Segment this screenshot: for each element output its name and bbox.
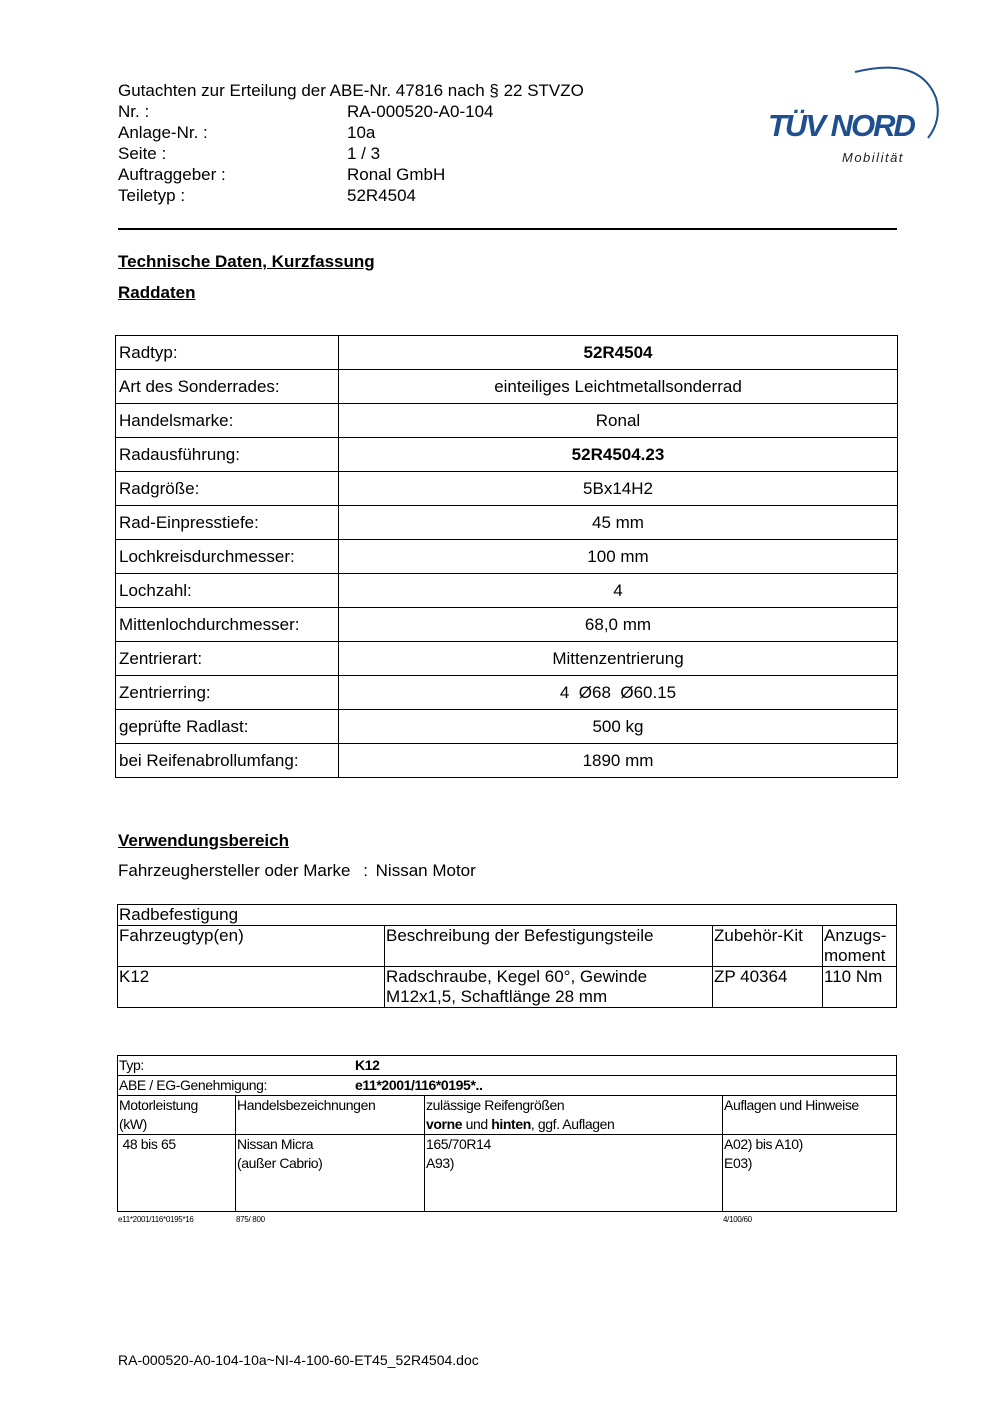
header-divider <box>118 228 897 230</box>
logo-subtitle: Mobilität <box>842 150 904 165</box>
row-value: 4 Ø68 Ø60.15 <box>339 676 898 710</box>
row-label: Rad-Einpresstiefe: <box>116 506 339 540</box>
row-value: einteiliges Leichtmetallsonderrad <box>339 370 898 404</box>
row-value: 68,0 mm <box>339 608 898 642</box>
row-label: Zentrierart: <box>116 642 339 676</box>
column-header: Motorleistung (kW) <box>118 1096 236 1135</box>
row-value: 52R4504.23 <box>339 438 898 472</box>
typ-label: Typ: <box>119 1057 144 1073</box>
row-label: Radtyp: <box>116 336 339 370</box>
table-row <box>116 642 898 676</box>
header-value: 1 / 3 <box>347 144 381 163</box>
table-row <box>116 574 898 608</box>
header-row <box>118 122 584 143</box>
header-label: Seite : <box>118 144 167 163</box>
typ-table <box>117 1055 897 1212</box>
column-header <box>425 1096 723 1135</box>
header-row <box>118 185 584 206</box>
manufacturer-separator: : <box>363 861 368 880</box>
header-row <box>118 164 584 185</box>
row-value: 5Bx14H2 <box>339 472 898 506</box>
table-title-row <box>118 905 897 926</box>
column-header: Zubehör-Kit <box>713 926 823 967</box>
table-row <box>116 744 898 778</box>
column-header: Auflagen und Hinweise <box>723 1096 897 1135</box>
typ-cell <box>118 1056 897 1076</box>
header-text: , ggf. Auflagen <box>530 1116 615 1132</box>
table-row <box>118 967 897 1008</box>
header-row <box>118 143 584 164</box>
table-row <box>116 370 898 404</box>
table-row <box>116 676 898 710</box>
table-row <box>116 506 898 540</box>
row-value: Ronal <box>339 404 898 438</box>
row-label: Radgröße: <box>116 472 339 506</box>
header-label: Anlage-Nr. : <box>118 123 208 142</box>
table-cell: Radschraube, Kegel 60°, Gewinde M12x1,5, Schaftlänge 28 mm <box>385 967 713 1008</box>
footnote: 875/ 800 <box>236 1215 265 1224</box>
column-header: Fahrzeugtyp(en) <box>118 926 385 967</box>
abe-cell <box>118 1076 897 1096</box>
header-bold: hinten <box>491 1116 531 1132</box>
table-row <box>118 1135 897 1212</box>
table-row <box>116 404 898 438</box>
manufacturer-label: Fahrzeughersteller oder Marke <box>118 861 351 880</box>
header-line <box>426 1115 722 1134</box>
header-title: Gutachten zur Erteilung der ABE-Nr. 47816 nach § 22 STVZO <box>118 81 584 100</box>
raddaten-title: Raddaten <box>118 283 196 302</box>
row-value: 1890 mm <box>339 744 898 778</box>
table-row <box>116 472 898 506</box>
abe-row <box>118 1076 897 1096</box>
header-value: RA-000520-A0-104 <box>347 102 494 121</box>
header-label: Teiletyp : <box>118 186 186 205</box>
table-cell: 48 bis 65 <box>118 1135 236 1212</box>
table-cell: K12 <box>118 967 385 1008</box>
table-row <box>116 710 898 744</box>
table-cell: 165/70R14 A93) <box>425 1135 723 1212</box>
abe-label: ABE / EG-Genehmigung: <box>119 1077 268 1093</box>
typ-value: K12 <box>355 1057 380 1073</box>
logo-brand: TÜV NORD <box>768 108 914 143</box>
table-row <box>116 438 898 472</box>
row-label: Mittenlochdurchmesser: <box>116 608 339 642</box>
row-value: 4 <box>339 574 898 608</box>
row-value: Mittenzentrierung <box>339 642 898 676</box>
header-label: Auftraggeber : <box>118 165 226 184</box>
table-header-row <box>118 1096 897 1135</box>
table-row <box>116 608 898 642</box>
document-footer: RA-000520-A0-104-10a~NI-4-100-60-ET45_52R4504.doc <box>118 1352 479 1368</box>
footnote: 4/100/60 <box>723 1215 752 1224</box>
typ-row <box>118 1056 897 1076</box>
raddaten-table <box>115 335 898 778</box>
header-row <box>118 101 584 122</box>
radbefestigung-title: Radbefestigung <box>118 905 897 926</box>
verwendung-title: Verwendungsbereich <box>118 831 289 850</box>
table-row <box>116 336 898 370</box>
row-value: 45 mm <box>339 506 898 540</box>
row-label: Lochkreisdurchmesser: <box>116 540 339 574</box>
row-value: 100 mm <box>339 540 898 574</box>
table-cell: ZP 40364 <box>713 967 823 1008</box>
header-value: 52R4504 <box>347 186 417 205</box>
abe-value: e11*2001/116*0195*.. <box>355 1077 483 1093</box>
footnote: e11*2001/116*0195*16 <box>118 1215 194 1224</box>
row-label: Art des Sonderrades: <box>116 370 339 404</box>
row-value: 52R4504 <box>339 336 898 370</box>
section-title: Technische Daten, Kurzfassung <box>118 252 375 271</box>
column-header: Handelsbezeichnungen <box>236 1096 425 1135</box>
manufacturer-value: Nissan Motor <box>375 861 476 880</box>
header-value: Ronal GmbH <box>347 165 446 184</box>
row-value: 500 kg <box>339 710 898 744</box>
column-header: Beschreibung der Befestigungsteile <box>385 926 713 967</box>
table-header-row <box>118 926 897 967</box>
row-label: geprüfte Radlast: <box>116 710 339 744</box>
header-label: Nr. : <box>118 102 150 121</box>
table-cell: A02) bis A10) E03) <box>723 1135 897 1212</box>
manufacturer-line <box>118 861 476 881</box>
header-text: und <box>462 1116 492 1132</box>
header-bold: vorne <box>426 1116 463 1132</box>
radbefestigung-table <box>117 904 897 1008</box>
table-cell: 110 Nm <box>823 967 897 1008</box>
document-header <box>118 80 584 206</box>
row-label: Radausführung: <box>116 438 339 472</box>
table-row <box>116 540 898 574</box>
header-line: zulässige Reifengrößen <box>426 1097 565 1113</box>
table-cell: Nissan Micra (außer Cabrio) <box>236 1135 425 1212</box>
header-value: 10a <box>347 123 376 142</box>
row-label: Zentrierring: <box>116 676 339 710</box>
column-header: Anzugs- moment <box>823 926 897 967</box>
tuev-nord-logo <box>760 58 945 168</box>
row-label: Handelsmarke: <box>116 404 339 438</box>
row-label: Lochzahl: <box>116 574 339 608</box>
row-label: bei Reifenabrollumfang: <box>116 744 339 778</box>
